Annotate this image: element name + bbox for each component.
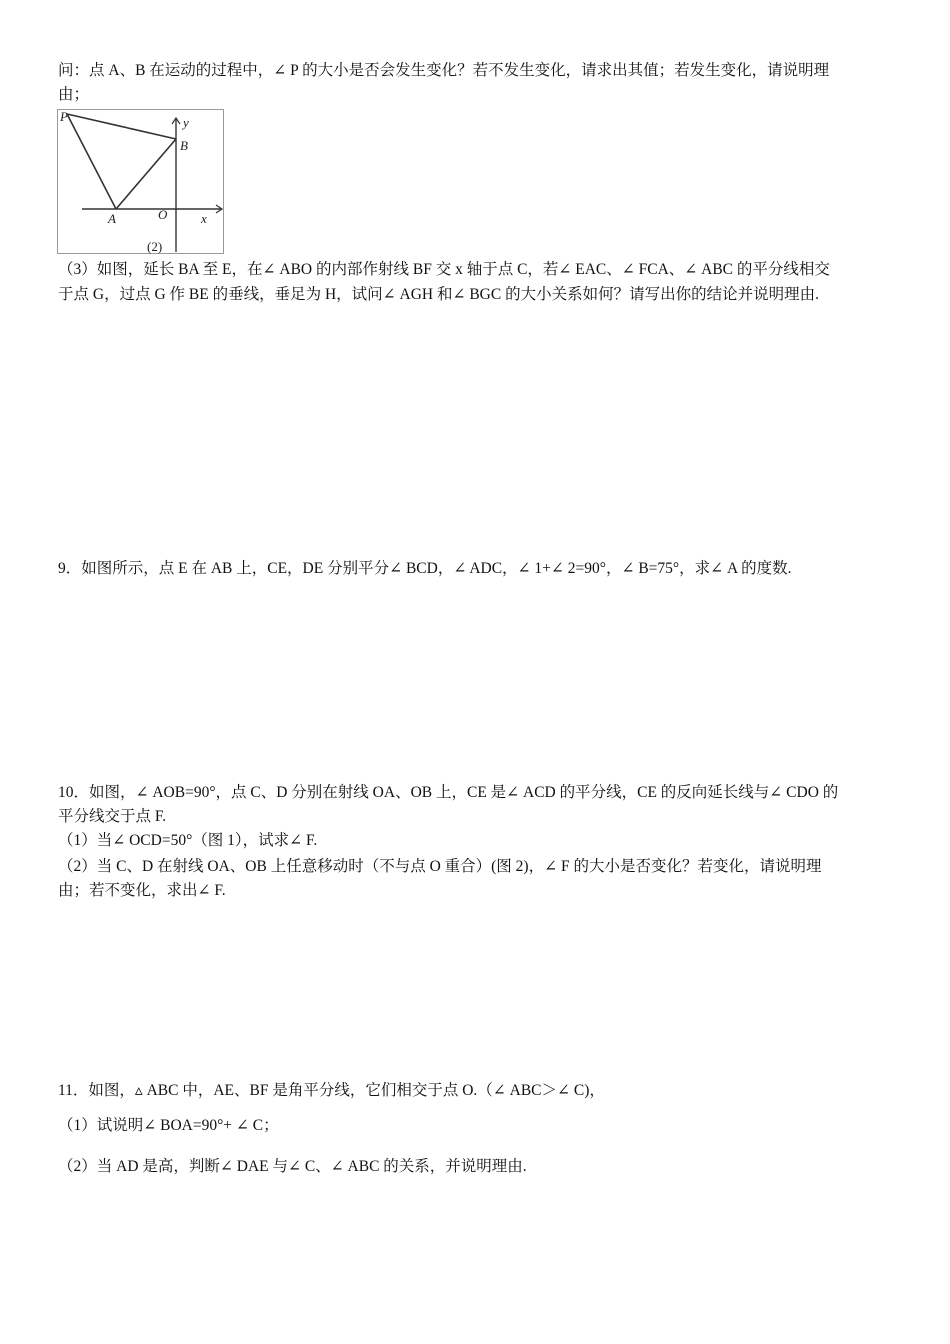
label-o: O <box>158 207 168 222</box>
q8-part3-line1: （3）如图，延长 BA 至 E，在∠ ABO 的内部作射线 BF 交 x 轴于点 C，若∠ EAC、∠ FCA、∠ ABC 的平分线相交 <box>58 261 830 278</box>
q8-part3-line2: 于点 G，过点 G 作 BE 的垂线，垂足为 H，试问∠ AGH 和∠ BGC 的大小关系如何？请写出你的结论并说明理由. <box>58 286 819 303</box>
label-a: A <box>108 211 116 226</box>
q11-line1: 11．如图，▵ ABC 中，AE、BF 是角平分线，它们相交于点 O.（∠ ABC＞∠ C)， <box>58 1082 605 1099</box>
segment-ab <box>116 139 176 209</box>
q8-ask-line1: 问：点 A、B 在运动的过程中，∠ P 的大小是否会发生变化？若不发生变化，请求出其值；若发生变化，请说明理 <box>58 62 830 79</box>
label-x: x <box>201 211 207 226</box>
coordinate-figure <box>57 109 224 254</box>
q10-part2-line1: （2）当 C、D 在射线 OA、OB 上任意移动时（不与点 O 重合）(图 2)，∠ F 的大小是否变化？若变化，请说明理 <box>58 858 822 875</box>
q11-part1: （1）试说明∠ BOA=90°+ ∠ C； <box>58 1117 279 1134</box>
label-b: B <box>180 138 188 153</box>
label-y: y <box>183 115 189 130</box>
segment-pa <box>67 114 116 209</box>
q10-line1: 10．如图，∠ AOB=90°，点 C、D 分别在射线 OA、OB 上，CE 是∠ ACD 的平分线，CE 的反向延长线与∠ CDO 的 <box>58 784 839 801</box>
q10-line2: 平分线交于点 F. <box>58 808 167 825</box>
coordinate-figure-svg <box>58 110 225 255</box>
figure-caption: (2) <box>147 239 163 254</box>
q10-part2-line2: 由；若不变化，求出∠ F. <box>58 882 226 899</box>
segment-pb <box>67 114 176 139</box>
label-p: P <box>60 110 68 124</box>
q8-ask-line2: 由； <box>58 86 90 103</box>
q11-part2: （2）当 AD 是高，判断∠ DAE 与∠ C、∠ ABC 的关系，并说明理由. <box>58 1158 527 1175</box>
q10-part1: （1）当∠ OCD=50°（图 1），试求∠ F. <box>58 832 318 849</box>
q9-text: 9．如图所示，点 E 在 AB 上，CE，DE 分别平分∠ BCD，∠ ADC，∠ 1+∠ 2=90°，∠ B=75°，求∠ A 的度数. <box>58 560 792 577</box>
